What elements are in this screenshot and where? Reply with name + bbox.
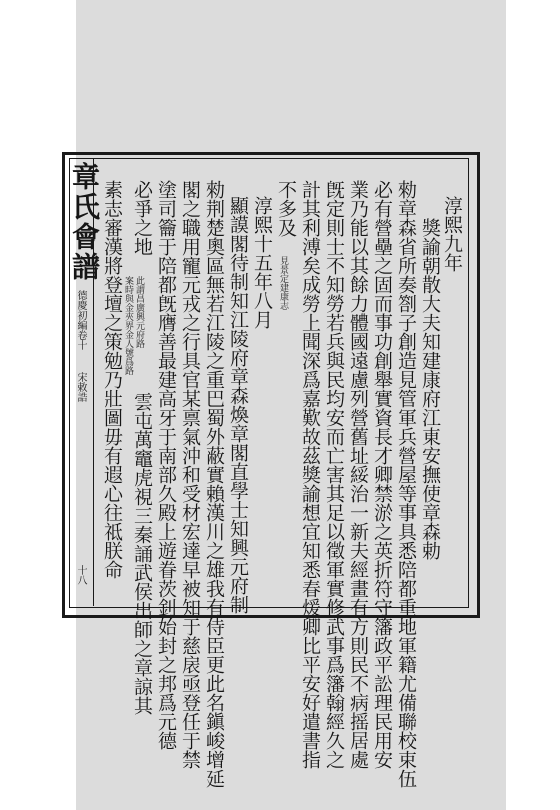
text-column-5: 業乃能以其餘力體國遠慮列營舊址綏治一新夫經畫有方則民不病摇居處 — [347, 180, 369, 769]
text-column-9: 淳熙十五年八月 — [251, 196, 273, 329]
section-label: 德慶初編卷十 — [75, 290, 86, 350]
inline-note-1: 此謂昌廣興元府路 — [134, 276, 144, 348]
text-column-11: 勑荆楚奧區無若江陵之重巴蜀外蔽實賴漢川之雄我有侍臣更此名鎭峻增延 — [203, 180, 225, 788]
text-column-14-cont: 雲屯萬竈虎視三秦誦武侯出師之章諒其 — [131, 392, 153, 715]
book-title: 章氏會譜 — [68, 162, 101, 282]
text-column-12: 閣之職用寵元戎之行具官某禀氣沖和受材宏達早被知于慈扆亟登任于禁 — [179, 180, 201, 769]
text-column-15: 素志審漢將登壇之策勉乃壯圖毋有遐心往祗朕命 — [101, 180, 123, 579]
text-column-4: 必有營壘之固而事功創舉實資長才卿禁淤之英折符守籓政平訟理民用安 — [371, 180, 393, 769]
text-column-10: 顯謨閣待制知江陵府章森煥章閣直學士知興元府制 — [227, 196, 249, 614]
text-column-3: 勑章森省所奏劄子創造見管軍兵營屋等事具悉陪都重地軍籍尤備聯校束伍 — [395, 180, 417, 788]
text-column-1: 淳熙九年 — [441, 196, 463, 272]
page-number: 十八 — [75, 565, 86, 585]
category-label: 宋敕誥 — [75, 372, 86, 402]
text-column-8: 不多及 — [275, 180, 297, 237]
inline-note-2: 案時與金夾界金人號爲路 — [123, 276, 133, 375]
source-note: 見景定建康志 — [278, 256, 288, 310]
text-column-7: 計其利溥矣成勞上聞深爲嘉歎故茲獎諭想宜知悉春煖卿比平安好遣書指 — [299, 180, 321, 769]
text-column-13: 塗司籥于陪都旣膺善最建高牙于南部久殿上遊眷茨釗始封之邦爲元德 — [155, 180, 177, 750]
text-column-6: 旣定則士不知勞若兵與民均安而亡害其足以徵軍實修武事爲籓翰經久之 — [323, 180, 345, 769]
text-column-2: 獎諭朝散大夫知建康府江東安撫使章森勅 — [419, 218, 441, 560]
text-column-14: 必爭之地 — [131, 180, 153, 256]
